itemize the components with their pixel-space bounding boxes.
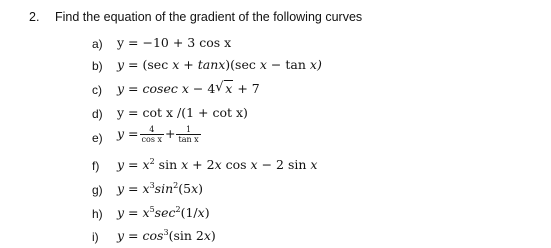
part-label: a) bbox=[92, 37, 103, 51]
exponent: 2 bbox=[173, 180, 179, 190]
expr-var: y bbox=[117, 228, 125, 243]
expr-token: sin bbox=[158, 157, 178, 172]
expr-var: x bbox=[142, 157, 150, 172]
part-label: i) bbox=[92, 230, 99, 244]
part-label: e) bbox=[92, 131, 103, 145]
expr-token: = bbox=[128, 126, 139, 141]
expr-var: x bbox=[310, 157, 318, 172]
expr-var: x bbox=[142, 181, 150, 196]
expr-var: tanx bbox=[197, 57, 226, 72]
expr-token: − bbox=[270, 57, 282, 72]
expr-token: − 2 sin bbox=[261, 157, 307, 172]
expr-var: x bbox=[142, 205, 150, 220]
part-label: f) bbox=[92, 159, 100, 173]
fraction: $\frac{4}{\text{cos x}}$ bbox=[141, 125, 162, 144]
expr-token: + bbox=[165, 126, 176, 141]
expr-token: ) bbox=[198, 181, 204, 196]
expr-var: x bbox=[214, 157, 222, 172]
expr-var: y bbox=[117, 126, 125, 141]
expr-var: x bbox=[181, 81, 189, 96]
part-expression bbox=[117, 56, 322, 74]
expr-token: )(sec bbox=[225, 57, 256, 72]
expr-token: ) bbox=[210, 228, 216, 243]
part-expression bbox=[117, 156, 317, 174]
exponent: 2 bbox=[175, 204, 181, 214]
exponent: 3 bbox=[163, 227, 169, 237]
expr-token: = bbox=[128, 181, 139, 196]
expr-var: x bbox=[225, 81, 233, 96]
part-expression bbox=[117, 80, 260, 98]
question-number: 2. bbox=[29, 10, 40, 24]
question-title: Find the equation of the gradient of the following curves bbox=[55, 10, 363, 24]
part-label: b) bbox=[92, 59, 103, 73]
expr-var: x bbox=[259, 57, 267, 72]
expr-var: cosec bbox=[142, 81, 178, 96]
expr-token: (5 bbox=[178, 181, 192, 196]
expr-var: y bbox=[117, 157, 125, 172]
expr-token: + 7 bbox=[237, 81, 260, 96]
expr-token: = bbox=[128, 205, 139, 220]
exponent: 5 bbox=[149, 204, 155, 214]
expr-var: sec bbox=[154, 205, 176, 220]
expr-var: y bbox=[117, 205, 125, 220]
expr-token: = bbox=[128, 228, 139, 243]
square-root-icon: √ x bbox=[215, 80, 233, 96]
expr-var: cos bbox=[142, 228, 164, 243]
part-expression: y = cot x /(1 + cot x) bbox=[117, 105, 248, 120]
expr-var: y bbox=[117, 57, 125, 72]
expr-token: cos bbox=[225, 157, 247, 172]
expr-var: x) bbox=[309, 57, 322, 72]
part-label: d) bbox=[92, 107, 103, 121]
part-label: h) bbox=[92, 207, 103, 221]
expr-var: x bbox=[172, 57, 180, 72]
part-expression bbox=[117, 125, 202, 144]
part-expression: y = −10 + 3 cos x bbox=[117, 35, 232, 50]
expr-var: x bbox=[191, 181, 199, 196]
expr-var: y bbox=[117, 181, 125, 196]
exponent: 3 bbox=[149, 180, 155, 190]
expr-token: (1/ bbox=[180, 205, 198, 220]
exponent: 2 bbox=[149, 156, 155, 166]
fraction: $\frac{1}{\text{tan x}}$ bbox=[178, 125, 199, 144]
expr-token: (sin 2 bbox=[168, 228, 204, 243]
expr-var: sin bbox=[154, 181, 174, 196]
part-expression bbox=[117, 227, 216, 245]
expr-var: x bbox=[203, 228, 211, 243]
expr-token: = bbox=[128, 157, 139, 172]
expr-var: x bbox=[197, 205, 205, 220]
part-expression bbox=[117, 180, 203, 198]
expr-var: x bbox=[181, 157, 189, 172]
expr-token: tan bbox=[285, 57, 306, 72]
expr-token: + 2 bbox=[192, 157, 215, 172]
expr-var: x bbox=[250, 157, 258, 172]
expr-token: + bbox=[183, 57, 194, 72]
part-label: c) bbox=[92, 83, 102, 97]
expr-token: − 4 bbox=[192, 81, 216, 96]
expr-token: ) bbox=[204, 205, 210, 220]
expr-token: (sec bbox=[142, 57, 169, 72]
expr-var: y bbox=[117, 81, 125, 96]
expr-token: = bbox=[128, 81, 139, 96]
expr-token: = bbox=[128, 57, 139, 72]
part-label: g) bbox=[92, 183, 103, 197]
part-expression bbox=[117, 204, 210, 222]
